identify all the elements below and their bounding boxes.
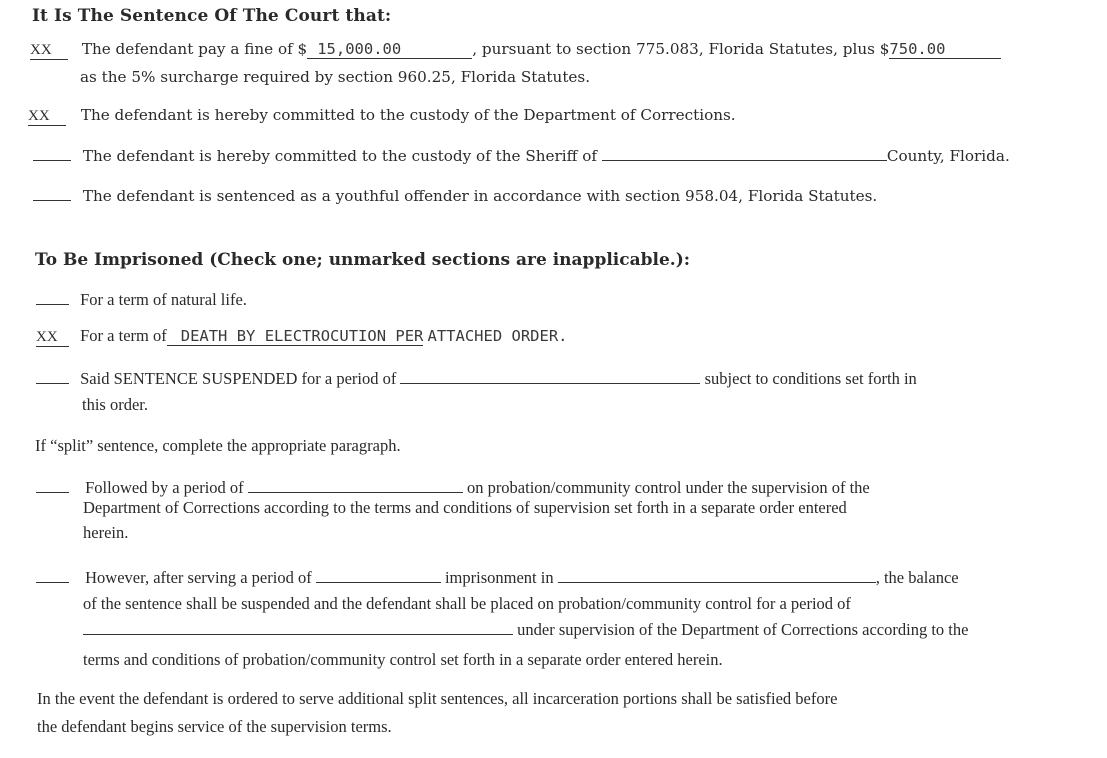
death-term-text-before: For a term of <box>80 326 167 345</box>
however-item <box>36 566 959 588</box>
however-text-middle: imprisonment in <box>444 568 554 587</box>
sheriff-county-suffix: County, Florida. <box>886 147 1010 165</box>
surcharge-amount-value: 750.00 <box>889 40 946 58</box>
sheriff-custody-checkmark[interactable] <box>33 144 71 161</box>
however-checkmark[interactable] <box>36 566 69 583</box>
natural-life-text: For a term of natural life. <box>80 290 247 309</box>
youthful-offender-item <box>33 184 877 205</box>
followed-by-text-after: on probation/community control under the supervision of the <box>466 478 870 497</box>
split-intro: If “split” sentence, complete the appropriate paragraph. <box>35 436 401 455</box>
however-text-after: , the balance <box>875 568 959 587</box>
fine-checkmark[interactable]: XX <box>30 43 68 60</box>
sheriff-custody-text: The defendant is hereby committed to the custody of the Sheriff of <box>82 147 598 165</box>
natural-life-checkmark[interactable] <box>36 288 69 305</box>
doc-custody-checkmark[interactable]: XX <box>28 109 66 126</box>
death-term-value-underlined[interactable]: DEATH BY ELECTROCUTION PER <box>167 327 424 346</box>
death-term-value-rest: ATTACHED ORDER. <box>427 327 568 345</box>
closing-line1: In the event the defendant is ordered to serve additional split sentences, all incarceration portions shall be satisfied before <box>37 689 838 708</box>
section-heading-sentence: It Is The Sentence Of The Court that: <box>32 6 392 26</box>
youthful-offender-checkmark[interactable] <box>33 184 71 201</box>
followed-by-text-line3: herein. <box>83 523 129 542</box>
suspended-period-field[interactable] <box>400 369 700 384</box>
however-text-line4: terms and conditions of probation/community control set forth in a separate order entered herein. <box>83 650 723 669</box>
however-probation-field[interactable] <box>83 620 513 635</box>
however-place-field[interactable] <box>558 568 876 583</box>
sheriff-custody-item <box>33 144 1010 165</box>
fine-text-line2: as the 5% surcharge required by section 960.25, Florida Statutes. <box>80 68 591 86</box>
doc-custody-item <box>28 106 736 126</box>
followed-by-item <box>36 476 870 498</box>
suspended-item <box>36 367 917 389</box>
however-period-field[interactable] <box>316 568 441 583</box>
county-field[interactable] <box>602 146 887 161</box>
death-term-item <box>36 326 567 347</box>
surcharge-amount-field[interactable] <box>889 40 1001 59</box>
closing-line2: the defendant begins service of the supervision terms. <box>37 717 392 736</box>
section-heading-imprisoned: To Be Imprisoned (Check one; unmarked sections are inapplicable.): <box>35 250 691 270</box>
followed-by-period-field[interactable] <box>248 478 463 493</box>
however-text-line2: of the sentence shall be suspended and the defendant shall be placed on probation/community control for a period of <box>83 594 851 613</box>
fine-text-before: The defendant pay a fine of $ <box>81 40 308 58</box>
suspended-text-after: subject to conditions set forth in <box>704 369 917 388</box>
suspended-checkmark[interactable] <box>36 367 69 384</box>
followed-by-checkmark[interactable] <box>36 476 69 493</box>
however-text-line3-after: under supervision of the Department of Corrections according to the <box>517 620 969 639</box>
natural-life-item <box>36 288 247 310</box>
suspended-text-line2: this order. <box>82 395 148 414</box>
youthful-offender-text: The defendant is sentenced as a youthful offender in accordance with section 958.04, Florida Statutes. <box>82 187 878 205</box>
followed-by-text-line2: Department of Corrections according to the terms and conditions of supervision set forth in a separate order entered <box>83 498 847 517</box>
suspended-text-before: Said SENTENCE SUSPENDED for a period of <box>80 369 397 388</box>
doc-custody-text: The defendant is hereby committed to the custody of the Department of Corrections. <box>80 106 736 124</box>
fine-amount-value: 15,000.00 <box>317 40 402 58</box>
fine-text-middle: , pursuant to section 775.083, Florida Statutes, plus $ <box>472 40 890 58</box>
however-line3 <box>83 620 968 640</box>
fine-item <box>30 40 1001 60</box>
followed-by-text-before: Followed by a period of <box>85 478 244 497</box>
death-term-checkmark[interactable]: XX <box>36 330 69 347</box>
fine-amount-field[interactable] <box>307 40 472 59</box>
however-text-before: However, after serving a period of <box>85 568 312 587</box>
